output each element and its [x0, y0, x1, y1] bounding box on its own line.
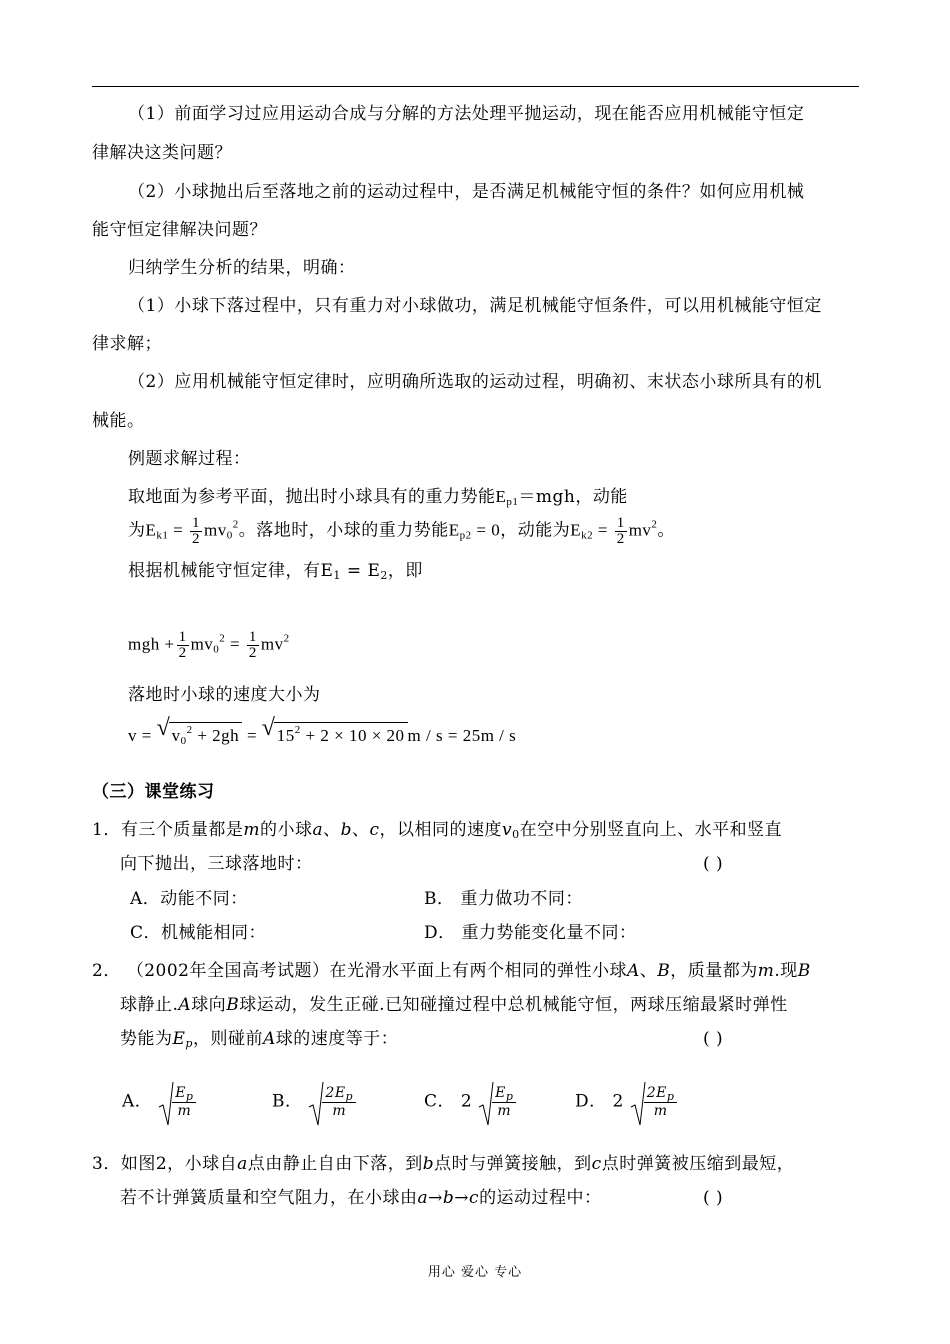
- question-1-line-2: 律解决这类问题？: [92, 143, 232, 163]
- exercise-1-line-1: 1．有三个质量都是m的小球a、b、c，以相同的速度$v_0$在空中分别竖直向上、水平和竖直: [92, 820, 783, 841]
- potential-energy-symbol: $E_{p1}$: [495, 487, 519, 508]
- solution-step-2: 为$E_{k1}$ = $\frac{1}{2}$ $mv_0^2$。落地时，小球的重力势能$E_{p2} = 0$，动能为$E_{k2}$ = $\frac{1}{2}$ $mv^2$。: [128, 515, 675, 547]
- exercise-3-line-1: 3．如图2，小球自a点由静止自由下落，到b点时与弹簧接触，到c点时弹簧被压缩到最短，: [92, 1154, 795, 1174]
- fraction-half: $\frac{1}{2}$: [616, 515, 625, 547]
- step-1-text: 取地面为参考平面，抛出时小球具有的重力势能: [128, 487, 496, 507]
- exercise-2-option-b: B． $\frac{2E_p}{m}$: [272, 1083, 356, 1121]
- exercise-1-option-a: A．动能不同：: [130, 889, 248, 909]
- section-heading: （三）课堂练习: [92, 782, 215, 802]
- question-1-line-1: （1）前面学习过应用运动合成与分解的方法处理平抛运动，现在能否应用机械能守恒定: [128, 104, 805, 124]
- answer-parentheses: ( ): [703, 1188, 724, 1208]
- answer-parentheses: ( ): [703, 854, 724, 874]
- sqrt-option-d: $\frac{2E_p}{m}$: [630, 1083, 678, 1121]
- solution-step-1: [128, 486, 628, 508]
- step-1-tail: ＝mgh，动能: [518, 487, 628, 507]
- sqrt-option-b: $\frac{2E_p}{m}$: [308, 1083, 356, 1121]
- arrow-icon: →: [454, 1188, 470, 1208]
- exercise-1-line-2: 向下抛出，三球落地时：: [120, 854, 313, 874]
- page-footer: 用心 爱心 专心: [427, 1265, 523, 1280]
- answer-parentheses: ( ): [703, 1029, 724, 1049]
- answer-1-line-2: 律求解；: [92, 334, 162, 354]
- exercise-2-option-a: A． $\frac{E_p}{m}$: [122, 1083, 196, 1121]
- exercise-2-option-c: C． 2 $\frac{E_p}{m}$: [424, 1083, 516, 1121]
- example-title: 例题求解过程：: [128, 449, 251, 469]
- exercise-2-line-1: 2． （2002年全国高考试题）在光滑水平面上有两个相同的弹性小球A、B，质量都为m.现B: [92, 961, 811, 981]
- header-rule: [92, 86, 859, 87]
- exercise-3-line-2: 若不计弹簧质量和空气阻力，在小球由a→b→c的运动过程中：: [120, 1188, 602, 1208]
- sqrt-option-c: $\frac{E_p}{m}$: [478, 1083, 516, 1121]
- answer-2-line-1: （2）应用机械能守恒定律时，应明确所选取的运动过程，明确初、末状态小球所具有的机: [128, 372, 822, 392]
- exercise-2-line-2: 球静止.A球向B球运动，发生正碰.已知碰撞过程中总机械能守恒，两球压缩最紧时弹性: [120, 995, 788, 1015]
- sqrt-expression-2: √ $15^2 + 2 \times 10 \times 20$: [262, 722, 408, 747]
- summary-line: 归纳学生分析的结果，明确：: [128, 258, 356, 278]
- exercise-1-option-c: C．机械能相同：: [130, 923, 267, 943]
- sqrt-expression-1: √ $v_0^2 + 2gh$: [157, 722, 243, 747]
- fraction-half: $\frac{1}{2}$: [191, 515, 200, 547]
- speed-equation: v = √ $v_0^2 + 2gh$ = √ $15^2 + 2 \times 10 \times 20$ m / s = 25m / s: [128, 715, 517, 747]
- exercise-2-option-d: D． 2 $\frac{2E_p}{m}$: [575, 1083, 677, 1121]
- fraction-half: $\frac{1}{2}$: [248, 629, 257, 661]
- question-2-line-2: 能守恒定律解决问题？: [92, 220, 267, 240]
- solution-step-3: 根据机械能守恒定律，有$E_1 = E_2$，即: [128, 561, 423, 582]
- answer-2-line-2: 械能。: [92, 411, 145, 431]
- exercise-2-line-3: 势能为$E_p$，则碰前A球的速度等于：: [120, 1029, 399, 1050]
- exercise-1-option-d: D． 重力势能变化量不同：: [424, 923, 637, 943]
- question-2-line-1: （2）小球抛出后至落地之前的运动过程中，是否满足机械能守恒的条件？如何应用机械: [128, 182, 805, 202]
- exercise-1-option-b: B． 重力做功不同：: [424, 889, 583, 909]
- sqrt-option-a: $\frac{E_p}{m}$: [158, 1083, 196, 1121]
- answer-1-line-1: （1）小球下落过程中，只有重力对小球做功，满足机械能守恒条件，可以用机械能守恒定: [128, 296, 822, 316]
- energy-equation: mgh + $\frac{1}{2}$ $mv_0^2$ = $\frac{1}{2}$ $mv^2$: [128, 629, 290, 661]
- fraction-half: $\frac{1}{2}$: [178, 629, 187, 661]
- arrow-icon: →: [428, 1188, 443, 1208]
- speed-title: 落地时小球的速度大小为: [128, 685, 321, 705]
